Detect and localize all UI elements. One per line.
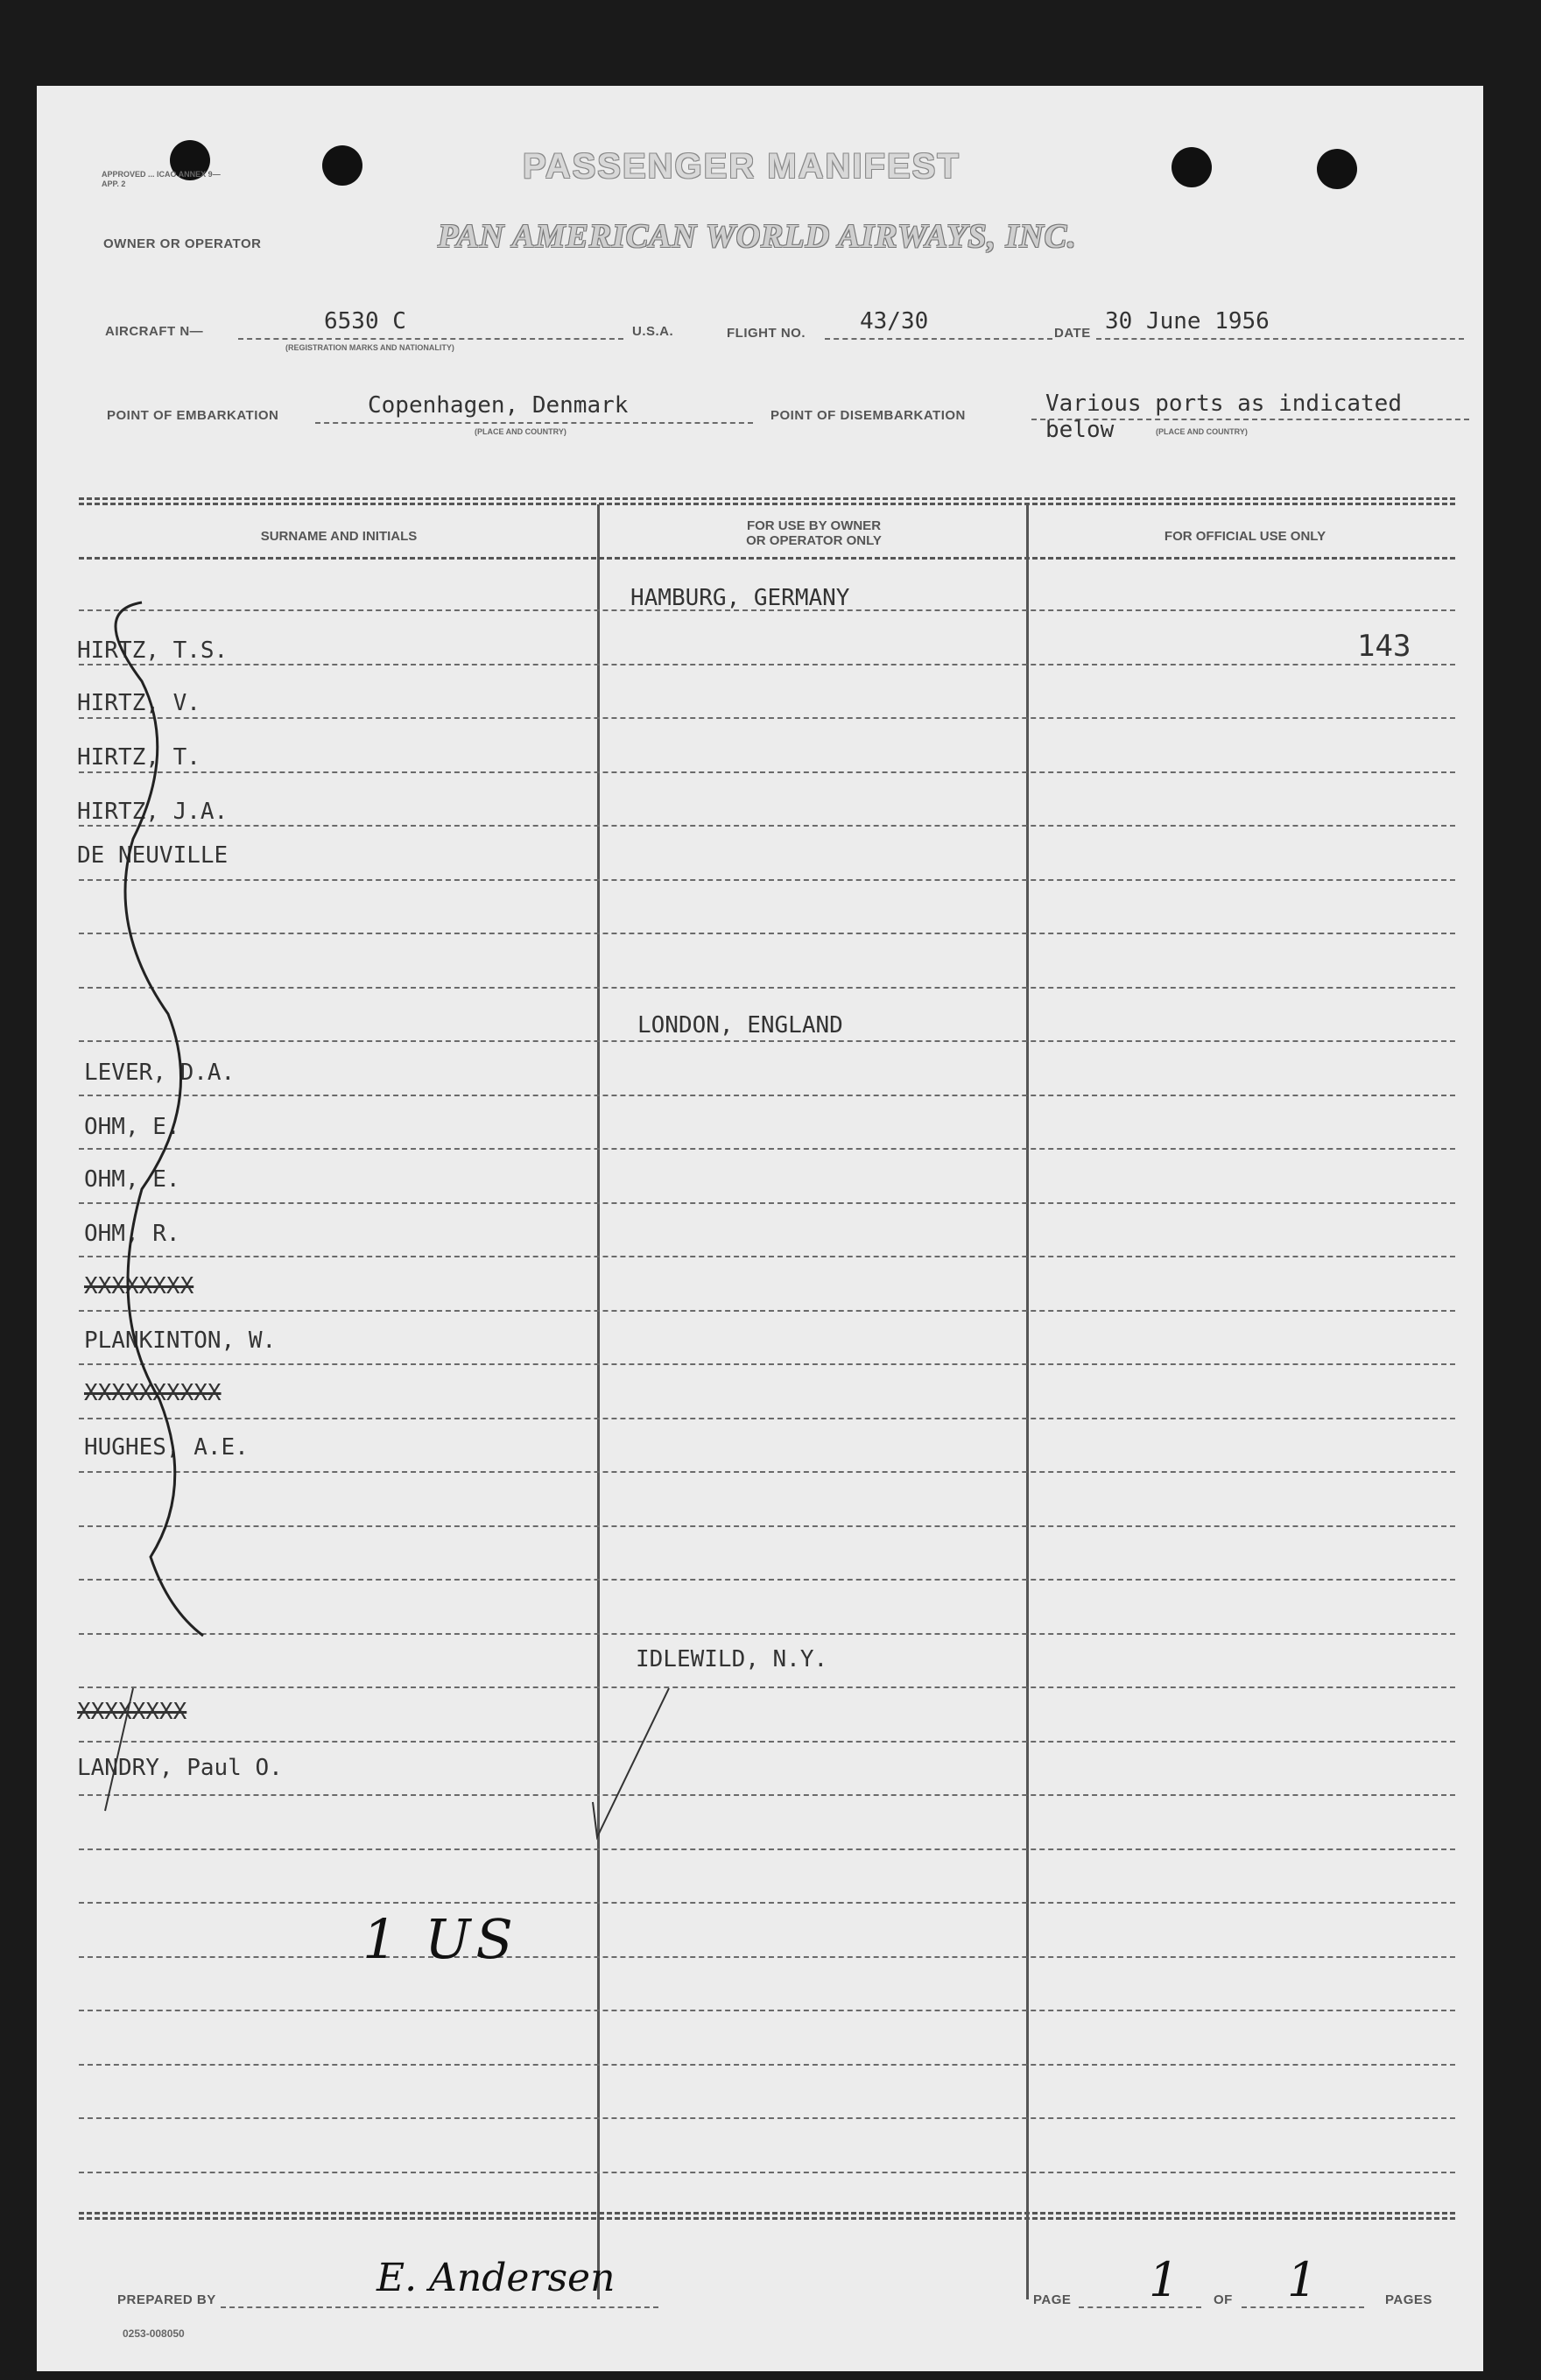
passenger-name-struck: XXXXXXXX (84, 1273, 194, 1299)
passenger-name: DE NEUVILLE (77, 842, 229, 869)
page-label: PAGE (1033, 2292, 1072, 2307)
page-value: 1 (1149, 2252, 1179, 2307)
passenger-name-struck: XXXXXXXX (77, 1699, 187, 1725)
handwritten-marks (37, 86, 1483, 2371)
passenger-name: PLANKINTON, W. (84, 1327, 277, 1354)
official-number: 143 (1357, 629, 1411, 664)
prepared-label: PREPARED BY (117, 2292, 216, 2307)
owner-name: PAN AMERICAN WORLD AIRWAYS, INC. (438, 218, 1077, 255)
passenger-name: HIRTZ, J.A. (77, 799, 229, 825)
disembarkation-label: POINT OF DISEMBARKATION (770, 408, 966, 423)
column-header-surname: SURNAME AND INITIALS (260, 529, 418, 544)
manifest-paper (37, 86, 1483, 2371)
bracket-line (116, 602, 203, 1636)
date-label: DATE (1054, 326, 1091, 341)
flight-value: 43/30 (860, 308, 929, 334)
disembarkation-sub: (PLACE AND COUNTRY) (1156, 427, 1248, 436)
page-title: PASSENGER MANIFEST (523, 147, 960, 186)
usa-label: U.S.A. (632, 324, 674, 339)
passenger-name: OHM, R. (84, 1221, 180, 1247)
passenger-name: OHM, E. (84, 1166, 180, 1193)
passenger-name: LANDRY, Paul O. (77, 1755, 283, 1781)
date-value: 30 June 1956 (1105, 308, 1270, 334)
embarkation-sub: (PLACE AND COUNTRY) (475, 427, 566, 436)
signature: E. Andersen (376, 2256, 616, 2300)
passenger-name: HIRTZ, V. (77, 690, 201, 716)
passenger-name: OHM, E. (84, 1114, 180, 1140)
check-mark-small (105, 1688, 133, 1811)
passenger-name-struck: XXXXXXXXXX (84, 1380, 222, 1406)
passenger-name: HIRTZ, T. (77, 744, 201, 771)
column-header-operator-line2: OR OPERATOR ONLY (746, 533, 882, 548)
passenger-name: HIRTZ, T.S. (77, 637, 229, 664)
column-header-operator-line1: FOR USE BY OWNER (746, 518, 882, 533)
disembarkation-value: Various ports as indicated (1045, 391, 1402, 417)
flight-label: FLIGHT NO. (727, 326, 806, 341)
destination-idlewild: IDLEWILD, N.Y. (636, 1646, 828, 1672)
disembarkation-value-2: below (1045, 417, 1115, 443)
approval-stamp: APPROVED ... ICAO ANNEX 9—APP. 2 (102, 170, 221, 188)
passenger-name: HUGHES, A.E. (84, 1434, 249, 1461)
handwritten-note: 1 US (362, 1907, 518, 1971)
aircraft-value: 6530 C (324, 308, 406, 334)
destination-hamburg: HAMBURG, GERMANY (630, 585, 850, 611)
destination-london: LONDON, ENGLAND (637, 1012, 843, 1039)
aircraft-sub: (REGISTRATION MARKS AND NATIONALITY) (285, 343, 454, 352)
check-mark (593, 1688, 669, 1837)
pages-label: PAGES (1385, 2292, 1432, 2307)
embarkation-label: POINT OF EMBARKATION (107, 408, 279, 423)
of-label: OF (1214, 2292, 1233, 2307)
embarkation-value: Copenhagen, Denmark (368, 392, 629, 419)
aircraft-label: AIRCRAFT N— (105, 324, 204, 339)
passenger-name: LEVER, D.A. (84, 1060, 236, 1086)
form-number: 0253-008050 (123, 2327, 185, 2340)
column-header-official: FOR OFFICIAL USE ONLY (1164, 529, 1326, 544)
of-value: 1 (1287, 2252, 1318, 2307)
owner-label: OWNER OR OPERATOR (103, 236, 262, 251)
